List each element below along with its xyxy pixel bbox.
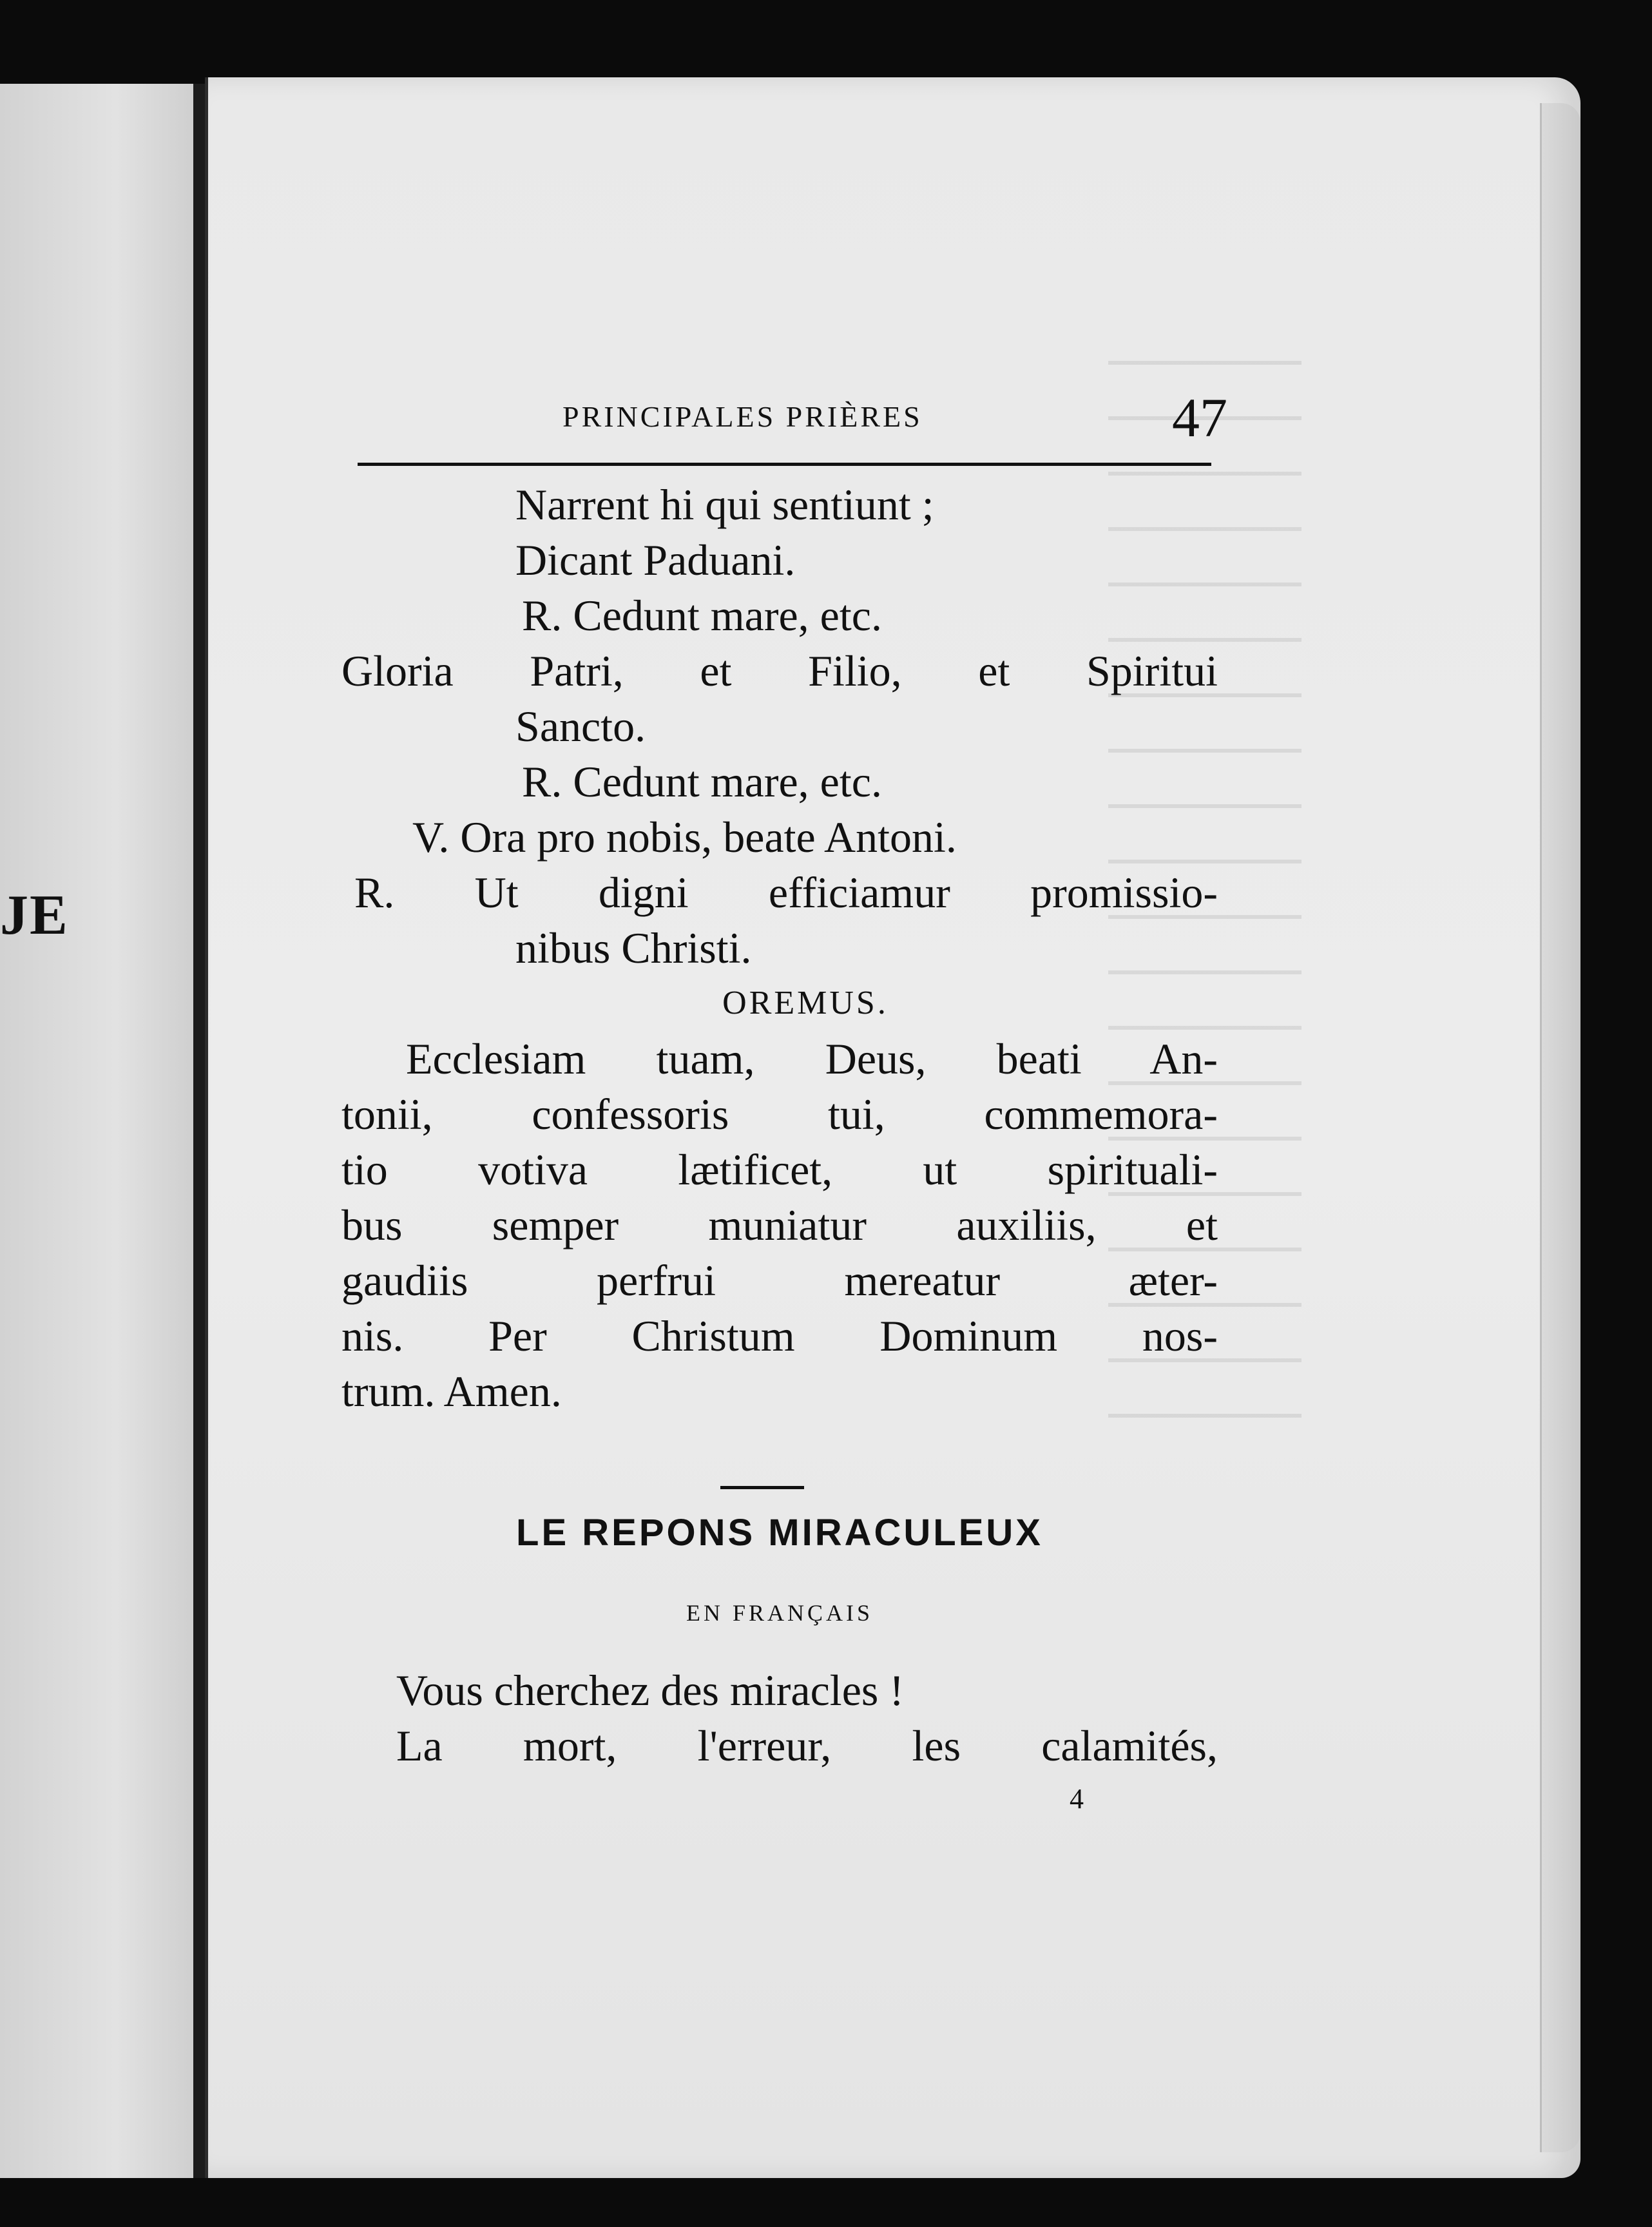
text-line: Sancto. (515, 702, 646, 751)
header-rule (358, 463, 1211, 466)
text-line: bus semper muniatur auxiliis, et (341, 1200, 1218, 1249)
oremus-heading: OREMUS. (722, 985, 888, 1021)
text-line: nibus Christi. (515, 923, 752, 972)
text-line: Gloria Patri, et Filio, et Spiritui (341, 646, 1218, 695)
signature-mark: 4 (1070, 1783, 1084, 1815)
text-line: Dicant Paduani. (515, 535, 796, 584)
page-number: 47 (1172, 387, 1227, 448)
text-line: V. Ora pro nobis, beate Antoni. (412, 813, 957, 862)
section-subtitle: EN FRANÇAIS (686, 1600, 874, 1626)
text-line: R. Ut digni efficiamur promissio- (354, 868, 1218, 917)
text-line: gaudiis perfrui mereatur æter- (341, 1256, 1218, 1305)
text-line: tonii, confessoris tui, commemora- (341, 1090, 1218, 1139)
book-gutter (193, 84, 206, 2178)
page-edge (1540, 103, 1580, 2152)
french-verse (396, 1663, 1218, 1773)
running-head (358, 385, 1227, 456)
text-line: Ecclesiam tuam, Deus, beati An- (406, 1034, 1218, 1083)
text-line: nis. Per Christum Dominum nos- (341, 1311, 1218, 1360)
text-line: R. Cedunt mare, etc. (522, 591, 882, 640)
section-title: LE REPONS MIRACULEUX (516, 1512, 1043, 1554)
text-line: R. Cedunt mare, etc. (522, 757, 882, 806)
prayer-text (341, 477, 1218, 1419)
text-line: tio votiva lætificet, ut spirituali- (341, 1145, 1218, 1194)
section-rule (720, 1486, 804, 1489)
text-line: trum. Amen. (341, 1367, 562, 1416)
text-line: Narrent hi qui sentiunt ; (515, 480, 934, 529)
verse-line: La mort, l'erreur, les calamités, (396, 1721, 1218, 1770)
verse-line: Vous cherchez des miracles ! (396, 1666, 904, 1715)
running-title: PRINCIPALES PRIÈRES (562, 400, 923, 433)
left-page-text-fragment: JE (0, 884, 69, 947)
left-facing-page (0, 84, 197, 2178)
